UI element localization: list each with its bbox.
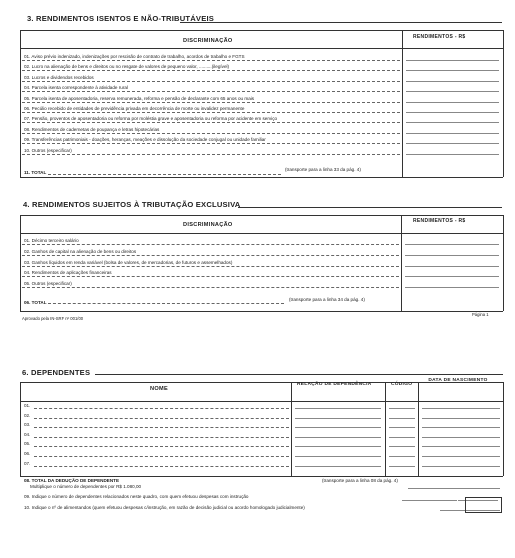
- section3-value-field[interactable]: [406, 122, 499, 123]
- dependent-relation-field[interactable]: [295, 408, 381, 409]
- section3-row-line: [22, 60, 400, 61]
- section3-col-discriminacao: DISCRIMINAÇÃO: [183, 38, 233, 44]
- section3-row-line: [22, 143, 400, 144]
- dependent-code-field[interactable]: [389, 427, 415, 428]
- section3-row-label: 04. Parcela isenta correspondente à atividade rural: [24, 85, 128, 91]
- section3-value-field[interactable]: [406, 112, 499, 113]
- section3-value-field[interactable]: [406, 91, 499, 92]
- dependent-birth-field[interactable]: [422, 456, 500, 457]
- section3-row-line: [22, 112, 400, 113]
- section3-transport: (transporte para a linha 33 da pág. 4): [285, 167, 361, 172]
- dependent-code-field[interactable]: [389, 466, 415, 467]
- section6-col-nome: NOME: [150, 386, 168, 392]
- section3-row-label: 09. Transferências patrimoniais - doações, heranças, meações e dissolução da sociedade conjugal ou unidade familiar: [24, 137, 266, 143]
- section3-row-line: [22, 70, 400, 71]
- section3-row-line: [22, 133, 400, 134]
- section4-value-field[interactable]: [405, 266, 499, 267]
- dependent-relation-field[interactable]: [295, 446, 381, 447]
- section3-total-label: 11. TOTAL: [24, 170, 47, 175]
- dependent-code-field[interactable]: [389, 437, 415, 438]
- section4-row-line: [22, 244, 399, 245]
- dependent-name-field[interactable]: [34, 427, 289, 428]
- section4-row-label: 01. Décimo terceiro salário: [24, 238, 79, 243]
- dependent-code-field[interactable]: [389, 408, 415, 409]
- section6-col-nascimento: DATA DE NASCIMENTO: [428, 378, 488, 383]
- dependent-birth-field[interactable]: [422, 446, 500, 447]
- section4-total-label: 06. TOTAL: [24, 300, 47, 305]
- dependent-code-field[interactable]: [389, 446, 415, 447]
- section6-total-label: 08. TOTAL DA DEDUÇÃO DE DEPENDENTE: [24, 478, 120, 483]
- section3-col-rendimentos: RENDIMENTOS - R$: [413, 34, 466, 40]
- dependent-relation-field[interactable]: [295, 427, 381, 428]
- section6-title: 6. DEPENDENTES: [22, 368, 91, 377]
- dependent-row-number: 06.: [24, 451, 31, 456]
- dependent-relation-field[interactable]: [295, 418, 381, 419]
- section3-title-line: [180, 22, 502, 23]
- approval-note: Aprovado pela IN-SRF nº 001/00: [22, 316, 84, 321]
- section4-transport: (transporte para a linha 34 da pág. 4): [289, 297, 365, 302]
- dependent-relation-field[interactable]: [295, 466, 381, 467]
- dependent-row-number: 01.: [24, 403, 31, 408]
- dependent-row-number: 04.: [24, 431, 31, 437]
- dependent-name-field[interactable]: [34, 456, 289, 457]
- dependent-row-number: 03.: [24, 422, 31, 428]
- dependent-birth-field[interactable]: [422, 408, 500, 409]
- section3-title: 3. RENDIMENTOS ISENTOS E NÃO-TRIBUTÁVEIS: [27, 14, 215, 23]
- section3-row-label: 01. Aviso prévio indenizado, indenizações por rescisão de contrato de trabalho, acordos de trabalho e FGTS: [24, 54, 245, 59]
- section4-title: 4. RENDIMENTOS SUJEITOS À TRIBUTAÇÃO EXCLUSIVA: [23, 200, 241, 209]
- dependent-row-number: 07.: [24, 460, 31, 466]
- section3-row-label: 06. Pecúlio recebido de entidades de previdência privada em decorrência de morte ou invalidez permanente: [24, 106, 245, 111]
- section3-row-line: [22, 102, 400, 103]
- section6-transport: (transporte para a linha 08 da pág. 4): [322, 478, 398, 483]
- section4-row-label: 04. Rendimentos de aplicações financeiras: [24, 270, 112, 276]
- section4-row-line: [22, 276, 399, 277]
- section3-row-label: 05. Parcela isenta de aposentadoria, reserva remunerada, reforma e pensão de declarante com 65 anos ou mais: [24, 95, 255, 101]
- section3-value-field[interactable]: [406, 143, 499, 144]
- page-number: Página 1: [472, 312, 489, 317]
- section4-col-rendimentos: RENDIMENTOS - R$: [413, 218, 466, 224]
- section4-row-line: [22, 255, 399, 256]
- section3-row-label: 07. Pensão, proventos de aposentadoria ou reforma por moléstia grave e aposentadoria ou reforma por acidente em serviço: [24, 116, 278, 122]
- section3-row-line: [22, 81, 400, 82]
- dependent-code-field[interactable]: [389, 418, 415, 419]
- section3-row-label: 10. Outros (especificar): [24, 147, 72, 153]
- dependent-code-field[interactable]: [389, 456, 415, 457]
- section4-value-field[interactable]: [405, 287, 499, 288]
- section6-line09: 09. Indique o número de dependentes relacionados neste quadro, com quem efetuou despesas com instrução: [24, 494, 249, 499]
- section6-col-codigo: CÓDIGO: [391, 382, 413, 387]
- section6-line10: 10. Indique o nº de alimentandos (quem efetuou despesas c/instrução, em razão de decisão judicial ou acordo homologado judicialmente): [24, 505, 305, 510]
- section3-row-label: 08. Rendimentos de cadernetas de poupança e letras hipotecárias: [24, 126, 160, 132]
- dependent-row-number: 02.: [24, 412, 31, 418]
- dependent-relation-field[interactable]: [295, 456, 381, 457]
- section3-value-field[interactable]: [406, 154, 499, 155]
- section4-value-field[interactable]: [405, 244, 499, 245]
- section3-value-field[interactable]: [406, 81, 499, 82]
- dependent-name-field[interactable]: [34, 418, 289, 419]
- digit-boxes[interactable]: [465, 497, 502, 513]
- section4-row-line: [22, 287, 399, 288]
- dependent-birth-field[interactable]: [422, 437, 500, 438]
- section6-col-relacao: RELAÇÃO DE DEPENDÊNCIA: [297, 382, 372, 387]
- section3-row-line: [22, 122, 400, 123]
- dependent-birth-field[interactable]: [422, 466, 500, 467]
- section4-col-discriminacao: DISCRIMINAÇÃO: [183, 222, 233, 228]
- section3-value-field[interactable]: [406, 102, 499, 103]
- section4-row-line: [22, 266, 399, 267]
- section4-value-field[interactable]: [405, 255, 499, 256]
- section6-total-help: Multiplique o número de dependentes por R$ 1.080,00: [30, 484, 142, 489]
- dependent-relation-field[interactable]: [295, 437, 381, 438]
- section3-row-label: 02. Lucro na alienação de bens e direitos ou no resgate de valores de pequeno valor, ..........(ilegível): [24, 64, 230, 70]
- section4-row-label: 03. Ganhos líquidos em renda variável (bolsa de valores, de mercadorias, de futuros e assemelhados): [24, 259, 233, 265]
- section3-row-line: [22, 154, 400, 155]
- dependent-birth-field[interactable]: [422, 418, 500, 419]
- dependent-name-field[interactable]: [34, 466, 289, 467]
- section3-value-field[interactable]: [406, 70, 499, 71]
- section3-row-line: [22, 91, 400, 92]
- dependent-row-number: 05.: [24, 441, 31, 447]
- section4-value-field[interactable]: [405, 276, 499, 277]
- section3-value-field[interactable]: [406, 133, 499, 134]
- section3-value-field[interactable]: [406, 60, 499, 61]
- section4-row-label: 05. Outros (especificar): [24, 281, 72, 287]
- dependent-name-field[interactable]: [34, 408, 289, 409]
- section4-row-label: 02. Ganhos de capital na alienação de bens ou direitos: [24, 248, 137, 254]
- section3-row-label: 03. Lucros e dividendos recebidos: [24, 74, 94, 80]
- dependent-name-field[interactable]: [34, 446, 289, 447]
- dependent-name-field[interactable]: [34, 437, 289, 438]
- dependent-birth-field[interactable]: [422, 427, 500, 428]
